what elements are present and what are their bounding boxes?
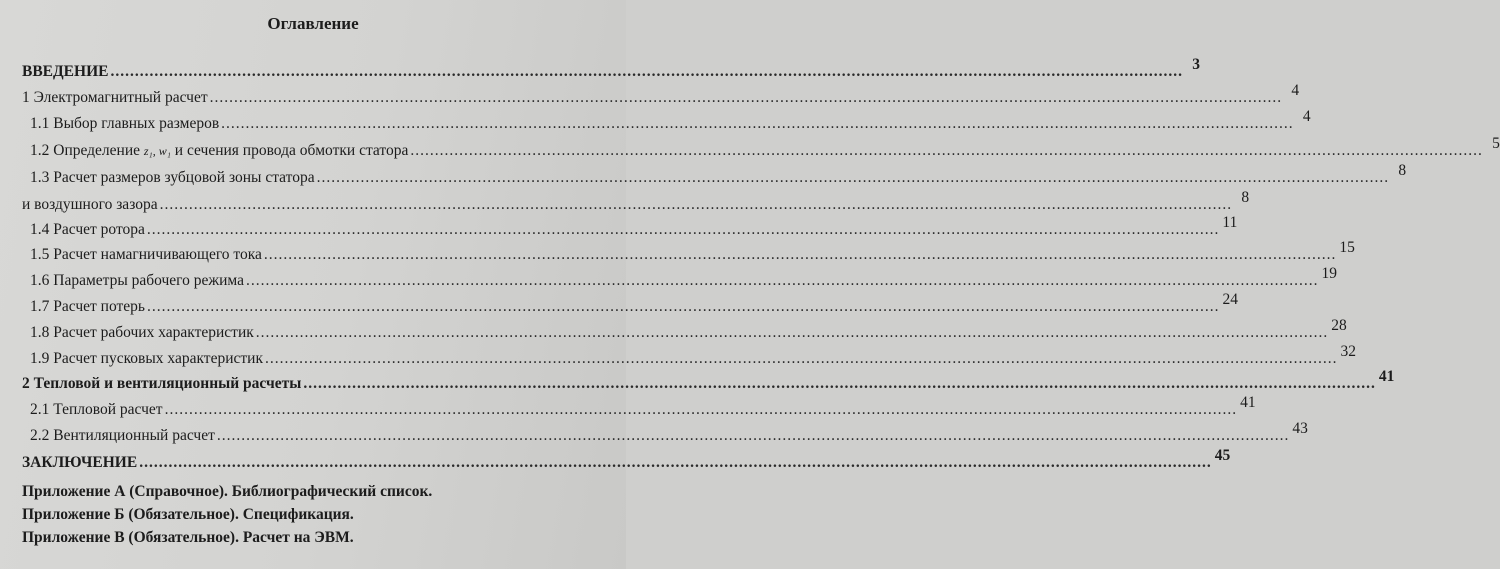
toc-page-number: 41 — [1378, 368, 1395, 385]
toc-entry — [30, 162, 1407, 188]
toc-page-number: 19 — [1321, 265, 1337, 282]
toc-entry — [30, 214, 1238, 240]
dot-leader: ............................................................................................................................................................................................................................ — [139, 454, 1212, 471]
toc-entry-label — [30, 141, 408, 161]
toc-entry-label-prefix: 1.2 Определение — [30, 142, 144, 159]
toc-page-number: 8 — [1241, 189, 1250, 206]
toc-entry-label: 2 Тепловой и вентиляционный расчеты — [22, 375, 302, 392]
toc-entry-label: 1.9 Расчет пусковых характеристик — [30, 350, 263, 367]
dot-leader: ............................................................................................................................................................................................................................ — [159, 196, 1233, 213]
toc-entry-label: 1.7 Расчет потерь — [30, 298, 145, 315]
dot-leader: ............................................................................................................................................................................................................................ — [410, 142, 1483, 159]
toc-entry — [22, 56, 1200, 82]
page-title: Оглавление — [267, 14, 359, 33]
toc-page-number: 32 — [1340, 343, 1356, 360]
dot-leader: ............................................................................................................................................................................................................................ — [209, 89, 1283, 106]
dot-leader: ............................................................................................................................................................................................................................ — [303, 375, 1376, 392]
toc-entry — [22, 447, 1231, 473]
dot-leader: ............................................................................................................................................................................................................................ — [316, 169, 1390, 186]
toc-entry-label: 1.5 Расчет намагничивающего тока — [30, 246, 262, 263]
toc-page-number: 43 — [1292, 420, 1308, 437]
dot-leader: ............................................................................................................................................................................................................................ — [164, 401, 1238, 418]
toc-entry — [30, 239, 1355, 265]
toc-page-number: 4 — [1291, 82, 1300, 99]
appendix-entry: Приложение А (Справочное). Библиографический список. — [22, 483, 433, 500]
toc-entry — [30, 265, 1337, 291]
toc-entry — [22, 82, 1300, 108]
toc-entry-label-suffix: и сечения провода обмотки статора — [170, 142, 409, 159]
dot-leader: ............................................................................................................................................................................................................................ — [264, 350, 1338, 367]
toc-page-number: 45 — [1214, 447, 1231, 464]
toc-entry — [30, 420, 1308, 446]
dot-leader: ............................................................................................................................................................................................................................ — [110, 63, 1183, 80]
toc-entry — [30, 135, 1500, 161]
toc-page-number: 5 — [1492, 135, 1500, 152]
dot-leader: ............................................................................................................................................................................................................................ — [263, 246, 1337, 263]
appendix-entry: Приложение В (Обязательное). Расчет на ЭВМ. — [22, 529, 354, 546]
dot-leader: ............................................................................................................................................................................................................................ — [146, 221, 1220, 238]
toc-page-number: 8 — [1398, 162, 1407, 179]
toc-entry-label: 1.8 Расчет рабочих характеристик — [30, 324, 254, 341]
dot-leader: ............................................................................................................................................................................................................................ — [216, 427, 1290, 444]
toc-entry — [30, 317, 1347, 343]
toc-page-number: 4 — [1302, 108, 1311, 125]
dot-leader: ............................................................................................................................................................................................................................ — [255, 324, 1329, 341]
dot-leader: ............................................................................................................................................................................................................................ — [146, 298, 1220, 315]
toc-page-number: 41 — [1240, 394, 1256, 411]
toc-page-number: 28 — [1331, 317, 1347, 334]
toc-page-number: 3 — [1192, 56, 1200, 73]
dot-leader: ............................................................................................................................................................................................................................ — [221, 115, 1294, 132]
toc-entry-label: 2.1 Тепловой расчет — [30, 401, 163, 418]
toc-entry-formula-vars: z₁, w₁ — [143, 144, 171, 158]
toc-entry — [30, 108, 1311, 134]
toc-entry-label: 1.1 Выбор главных размеров — [30, 115, 220, 132]
toc-entry-label: и воздушного зазора — [22, 196, 158, 213]
toc-page-number: 24 — [1222, 291, 1238, 308]
toc-entry — [22, 189, 1250, 215]
appendix-entry: Приложение Б (Обязательное). Спецификация. — [22, 506, 354, 523]
dot-leader: ............................................................................................................................................................................................................................ — [246, 272, 1319, 289]
toc-entry-label: 1 Электромагнитный расчет — [22, 89, 208, 106]
toc-entry-label: ЗАКЛЮЧЕНИЕ — [22, 454, 138, 471]
toc-entry-label: ВВЕДЕНИЕ — [22, 63, 109, 80]
toc-entry-label: 1.4 Расчет ротора — [30, 221, 145, 238]
toc-page-number: 15 — [1339, 239, 1355, 256]
toc-entry — [22, 368, 1395, 394]
toc-page-number: 11 — [1222, 214, 1238, 231]
toc-entry-label: 2.2 Вентиляционный расчет — [30, 427, 215, 444]
toc-entry-label: 1.6 Параметры рабочего режима — [30, 272, 244, 289]
toc-entry — [30, 343, 1356, 369]
toc-entry — [30, 394, 1256, 420]
toc-entry — [30, 291, 1238, 317]
toc-entry-label: 1.3 Расчет размеров зубцовой зоны статора — [30, 169, 315, 186]
